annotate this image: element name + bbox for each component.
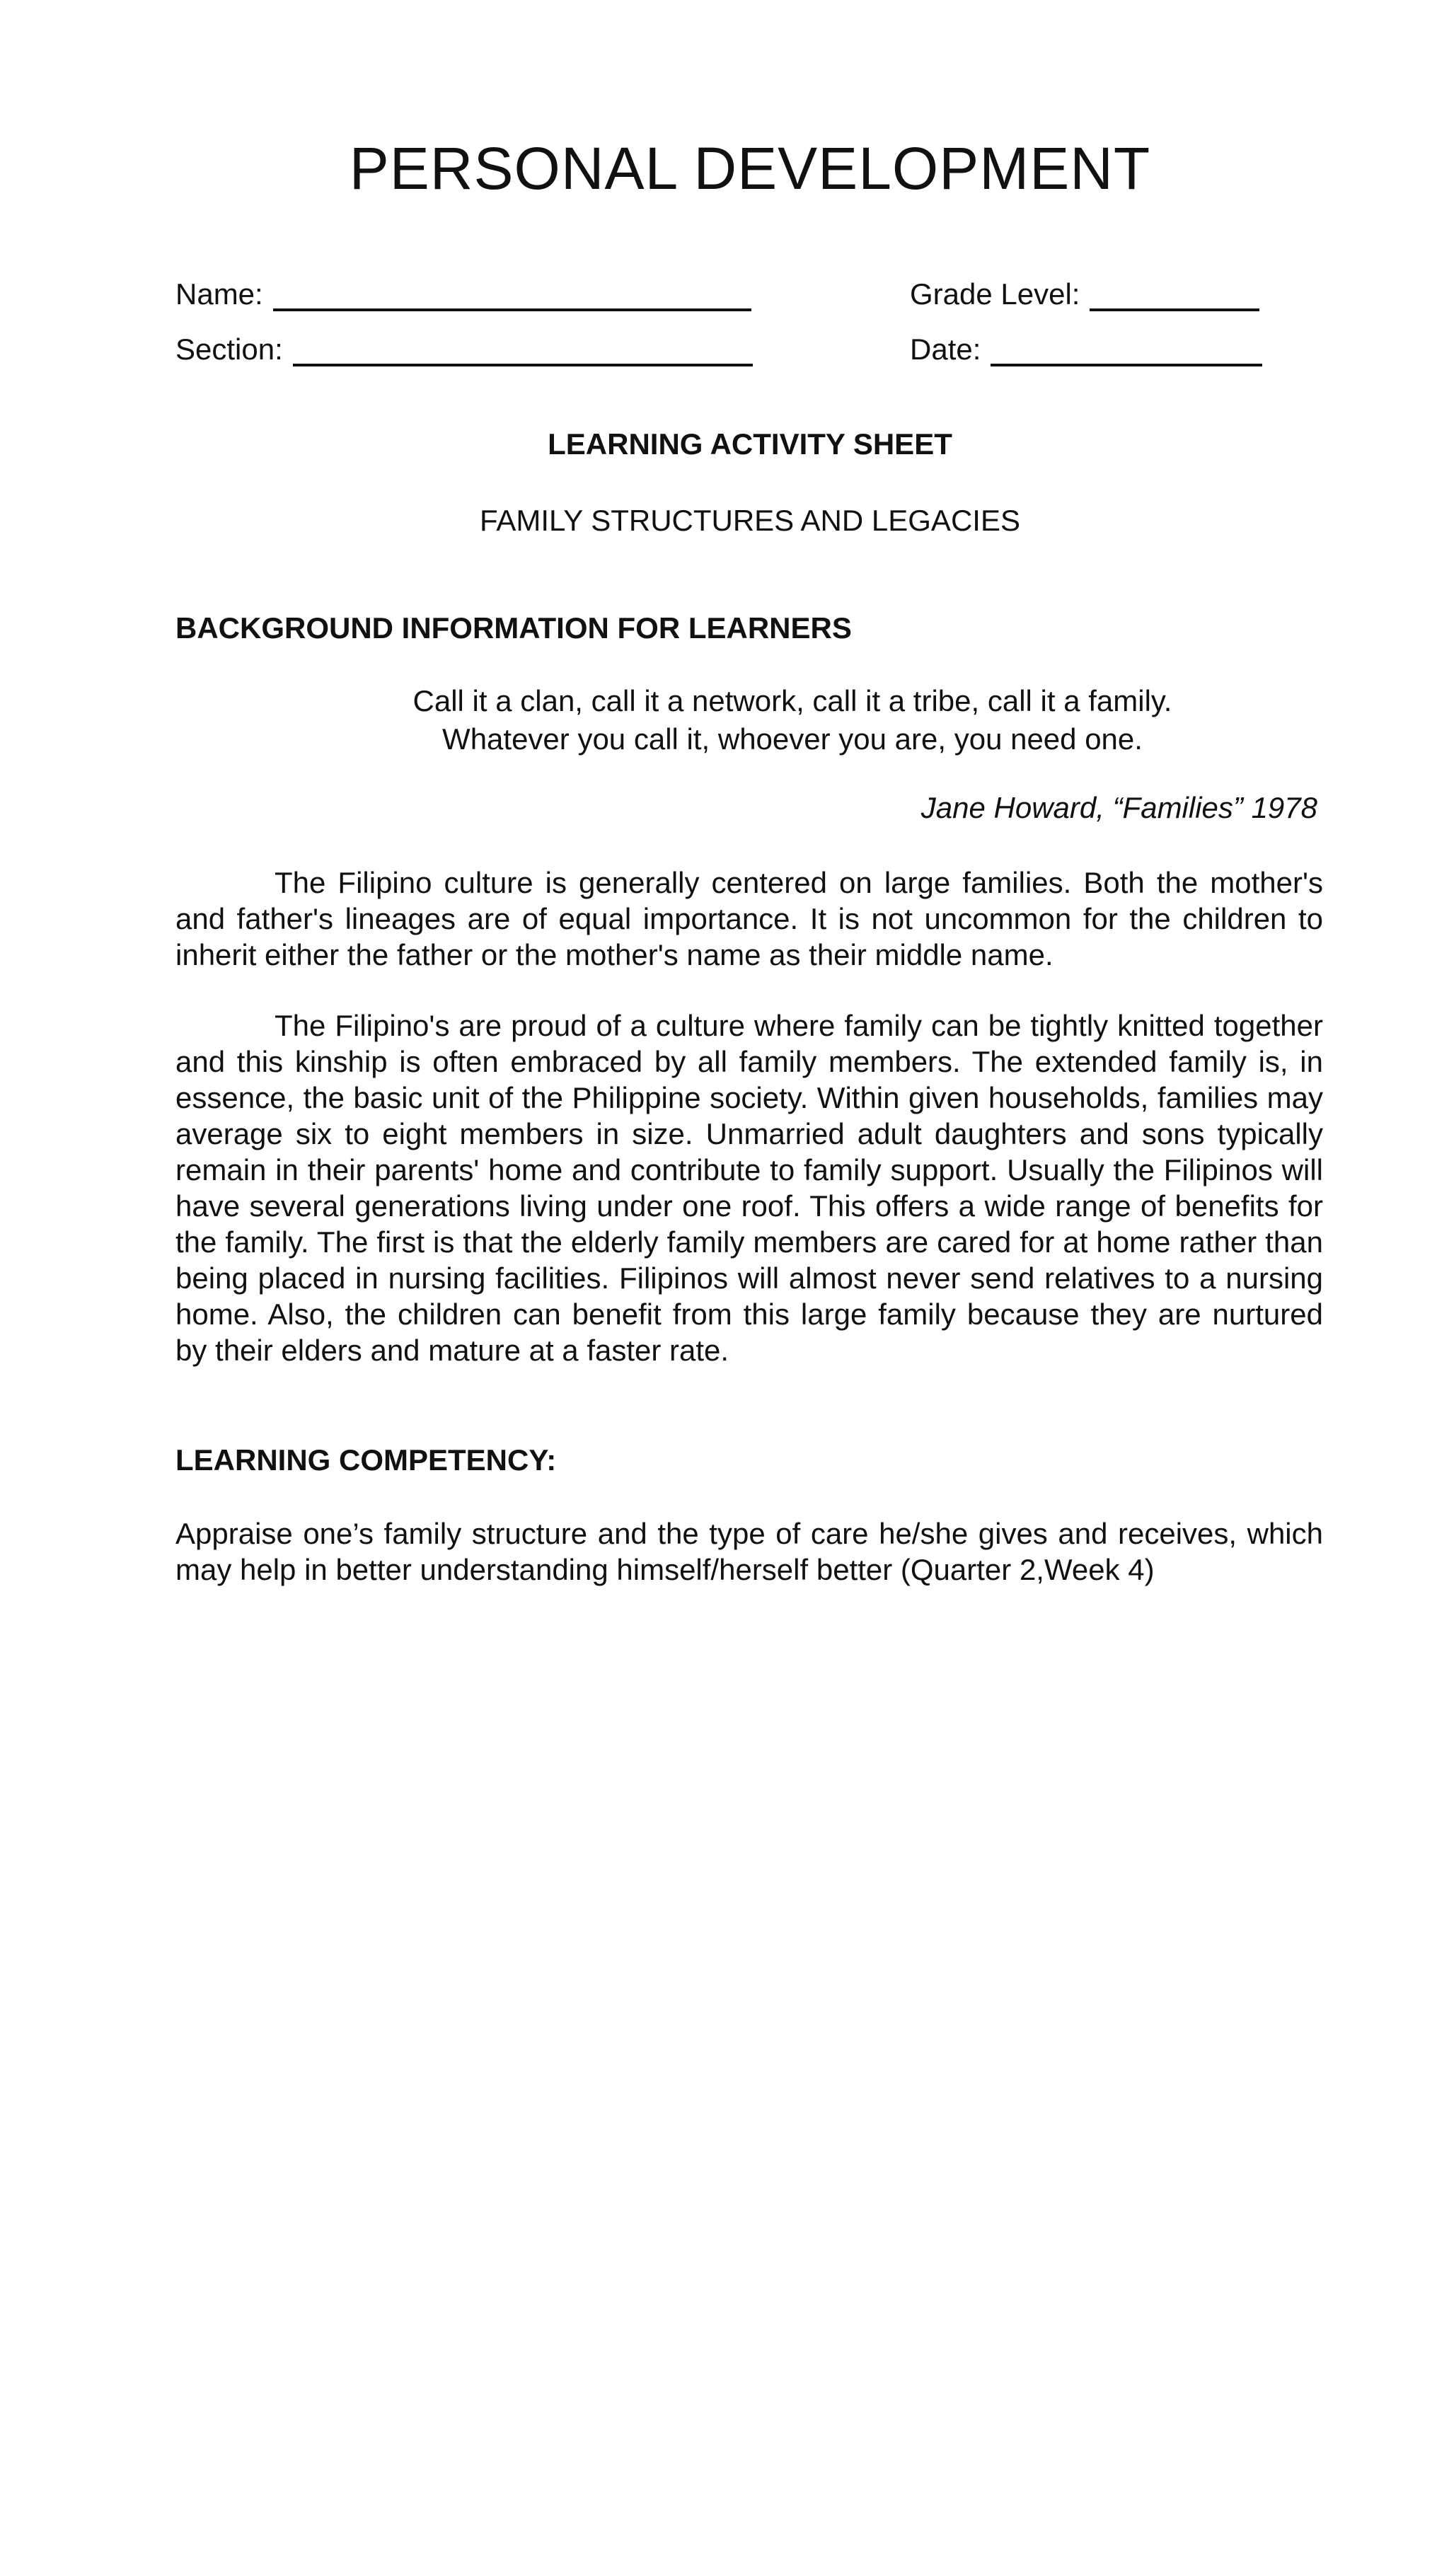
quote-line-1: Call it a clan, call it a network, call it a tribe, call it a family.: [412, 684, 1172, 717]
name-blank-line[interactable]: [273, 282, 751, 311]
page-title: PERSONAL DEVELOPMENT: [349, 135, 1151, 202]
competency-text: Appraise one’s family structure and the type of care he/she gives and receives, which may help in better understanding himself/herself better (Quarter 2,Week 4): [175, 1517, 1323, 1586]
section-label: Section:: [175, 333, 283, 366]
date-blank-line[interactable]: [991, 337, 1262, 366]
date-field[interactable]: [910, 333, 1262, 366]
background-heading: BACKGROUND INFORMATION FOR LEARNERS: [175, 611, 852, 645]
paragraph-1: The Filipino culture is generally centered on large families. Both the mother's and father's lineages are of equal importance. It is not uncommon for the children to inherit either the father or the mother's name as their middle name.: [175, 866, 1323, 971]
section-field[interactable]: [175, 333, 753, 366]
quote-attribution: Jane Howard, “Families” 1978: [920, 791, 1317, 824]
quote-line-2: Whatever you call it, whoever you are, you need one.: [442, 722, 1143, 756]
section-blank-line[interactable]: [293, 337, 753, 366]
name-label: Name:: [175, 277, 263, 311]
grade-level-field[interactable]: [910, 277, 1259, 311]
name-field[interactable]: [175, 277, 751, 311]
competency-heading: LEARNING COMPETENCY:: [175, 1443, 557, 1477]
topic-title: FAMILY STRUCTURES AND LEGACIES: [480, 504, 1020, 537]
paragraph-2: The Filipino's are proud of a culture where family can be tightly knitted together and this kinship is often embraced by all family members. The extended family is, in essence, the basic unit of the Philippine society. Within given households, families may average six to eight members in size. Unmarried adult daughters and sons typically remain in their parents' home and contribute to family support. Usually the Filipinos will have several generations living under one roof. This offers a wide range of benefits for the family. The first is that the elderly family members are cared for at home rather than being placed in nursing facilities. Filipinos will almost never send relatives to a nursing home. Also, the children can benefit from this large family because they are nurtured by their elders and mature at a faster rate.: [175, 1009, 1323, 1367]
sheet-title: LEARNING ACTIVITY SHEET: [548, 427, 952, 461]
date-label: Date:: [910, 333, 981, 366]
grade-level-label: Grade Level:: [910, 277, 1080, 311]
grade-level-blank-line[interactable]: [1090, 282, 1259, 311]
